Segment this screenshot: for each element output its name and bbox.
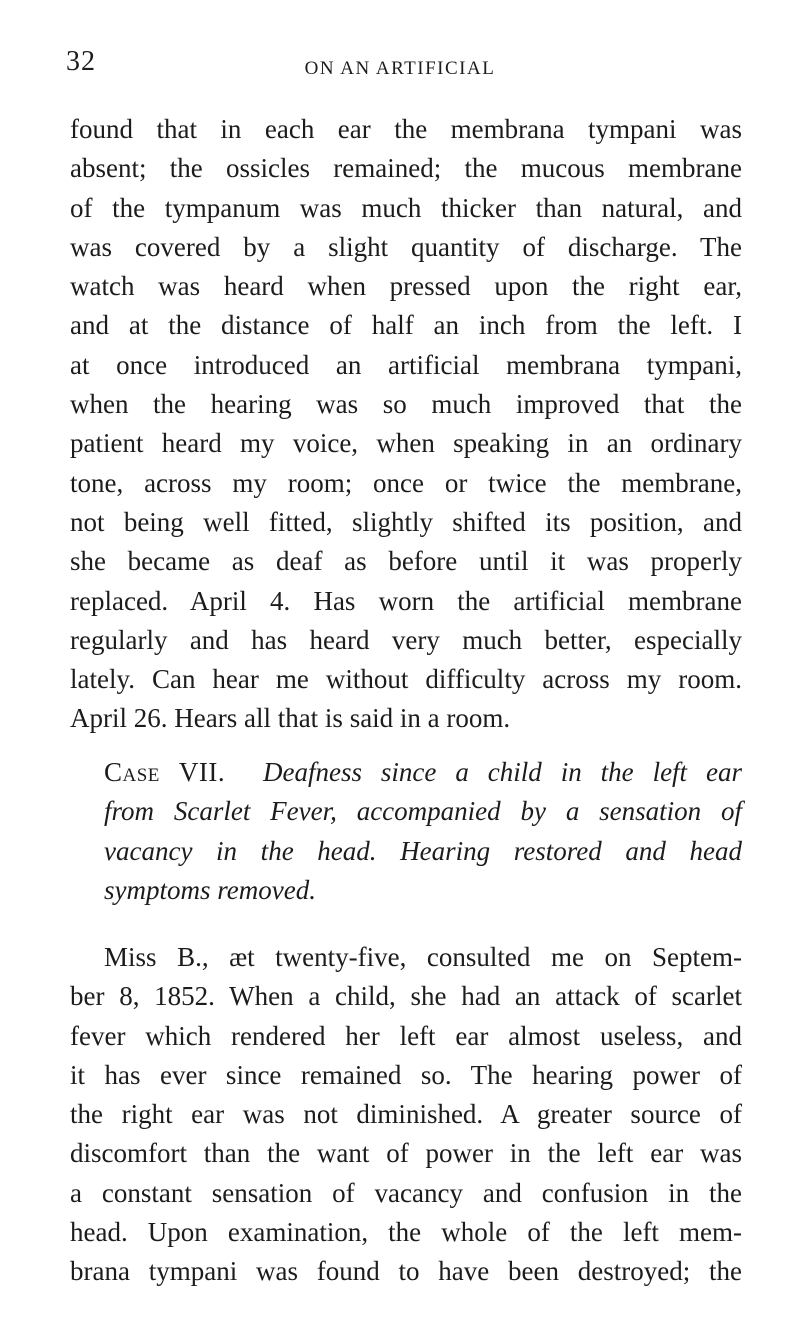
case-title-line: symptoms removed.: [104, 874, 316, 905]
case-title-line: from Scarlet Fever, accompanied by a sensation of: [104, 796, 742, 827]
text-line: regularly and has heard very much better, especially: [70, 624, 742, 655]
text-line: fever which rendered her left ear almost useless, and: [70, 1020, 742, 1051]
text-line: tone, across my room; once or twice the membrane,: [70, 467, 742, 498]
text-line: replaced. April 4. Has worn the artificial membrane: [70, 585, 742, 616]
text-line: and at the distance of half an inch from the left. I: [70, 310, 742, 341]
case-heading: [70, 753, 742, 910]
text-line: discomfort than the want of power in the left ear was: [70, 1138, 742, 1169]
text-line: lately. Can hear me without difficulty across my room.: [70, 664, 742, 695]
case-paragraph: [70, 938, 742, 1292]
text-line: absent; the ossicles remained; the mucous membrane: [70, 153, 742, 184]
case-title-text: Deafness since a child in the left ear: [262, 757, 742, 787]
text-line: she became as deaf as before until it was properly: [70, 546, 742, 577]
text-line: when the hearing was so much improved that the: [70, 389, 742, 420]
text-line: was covered by a slight quantity of discharge. The: [70, 231, 742, 262]
case-title-line: vacancy in the head. Hearing restored and head: [104, 835, 742, 866]
text-line: patient heard my voice, when speaking in an ordinary: [70, 428, 742, 459]
text-line: not being well fitted, slightly shifted its position, and: [70, 506, 742, 537]
text-line: ber 8, 1852. When a child, she had an attack of scarlet: [70, 981, 742, 1012]
text-line: at once introduced an artificial membrana tympani,: [70, 349, 742, 380]
case-label: Case VII.: [104, 757, 226, 787]
running-title: ON AN ARTIFICIAL: [304, 58, 496, 79]
text-line: it has ever since remained so. The hearing power of: [70, 1059, 742, 1090]
case-heading-first-line: [70, 753, 742, 792]
page-number: 32: [66, 46, 96, 77]
text-line: a constant sensation of vacancy and confusion in the: [70, 1177, 742, 1208]
text-line: Miss B., æt twenty-five, consulted me on Septem-: [104, 942, 742, 972]
text-line: April 26. Hears all that is said in a room.: [70, 703, 511, 734]
text-line: the right ear was not diminished. A greater source of: [70, 1099, 742, 1130]
text-line: watch was heard when pressed upon the right ear,: [70, 271, 742, 302]
text-line: head. Upon examination, the whole of the left mem-: [70, 1217, 742, 1248]
text-line: found that in each ear the membrana tympani was: [70, 114, 742, 144]
text-line: of the tympanum was much thicker than natural, and: [70, 192, 742, 223]
text-line: brana tympani was found to have been destroyed; the: [70, 1256, 742, 1287]
paragraph-continuation: [70, 110, 742, 739]
